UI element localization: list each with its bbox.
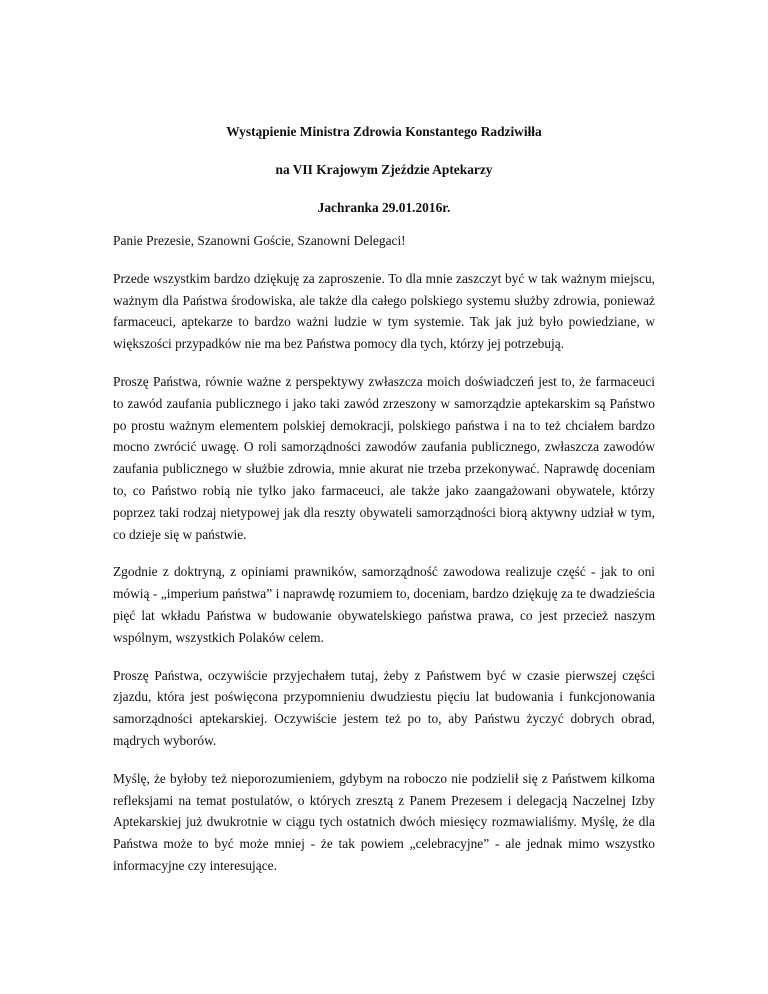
title-line-event: na VII Krajowym Zjeździe Aptekarzy xyxy=(275,162,493,177)
paragraph-greeting: Panie Prezesie, Szanowni Goście, Szanowni Delegaci! xyxy=(113,233,406,248)
paragraph-public-trust: Proszę Państwa, równie ważne z perspektywy zwłaszcza moich doświadczeń jest to, że farmaceuci to zawód zaufania publicznego i jako taki zawód zrzeszony w samorządzie aptekarskim są Państwo po prostu ważnym elementem polskiej demokracji, polskiego państwa i na to też chciałem bardzo mocno zwrócić uwagę. O roli samorządności zawodów zaufania publicznego, zwłaszcza zawodów zaufania publicznego w służbie zdrowia, mnie akurat nie trzeba przekonywać. Naprawdę doceniam to, co Państwo robią nie tylko jako farmaceuci, ale także jako zaangażowani obywatele, którzy poprzez taki rodzaj nietypowej jak dla reszty obywateli samorządności biorą aktywny udział w tym, co dzieje się w państwie. xyxy=(113,373,655,542)
paragraph-thanks: Przede wszystkim bardzo dziękuję za zaproszenie. To dla mnie zaszczyt być w tak ważnym miejscu, ważnym dla Państwa środowiska, ale także dla całego polskiego systemu służby zdrowia, ponieważ farmaceuci, aptekarze to bardzo ważni ludzie w tym systemie. Tak jak już było powiedziane, w większości przypadków nie ma bez Państwa pomocy dla tych, którzy jej potrzebują. xyxy=(113,270,655,352)
title-line-speech: Wystąpienie Ministra Zdrowia Konstantego Radziwiłła xyxy=(226,124,542,139)
paragraph-reflections: Myślę, że byłoby też nieporozumieniem, gdybym na roboczo nie podzielił się z Państwem kilkoma refleksjami na temat postulatów, o których zresztą z Panem Prezesem i delegacją Naczelnej Izby Aptekarskiej już dwukrotnie w ciągu tych ostatnich dwóch miesięcy rozmawialiśmy. Myślę, że dla Państwa może to być może mniej - że tak powiem „celebracyjne” - ale jednak mimo wszystko informacyjne czy interesujące. xyxy=(113,770,655,873)
paragraph-doctrine: Zgodnie z doktryną, z opiniami prawników, samorządność zawodowa realizuje część - jak to oni mówią - „imperium państwa” i naprawdę rozumiem to, doceniam, bardzo dziękuję za te dwadzieścia pięć lat wkładu Państwa w budowanie obywatelskiego państwa prawa, co jest przecież naszym wspólnym, wszystkich Polaków celem. xyxy=(113,564,655,645)
document-title xyxy=(113,122,655,236)
title-line-place-date: Jachranka 29.01.2016r. xyxy=(317,200,451,215)
paragraph-anniversary: Proszę Państwa, oczywiście przyjechałem tutaj, żeby z Państwem być w czasie pierwszej części zjazdu, która jest poświęcona przypomnieniu dwudziestu pięciu lat budowania i funkcjonowania samorządności aptekarskiej. Oczywiście jestem też po to, aby Państwu życzyć dobrych obrad, mądrych wyborów. xyxy=(113,667,655,748)
document-body xyxy=(113,230,655,893)
